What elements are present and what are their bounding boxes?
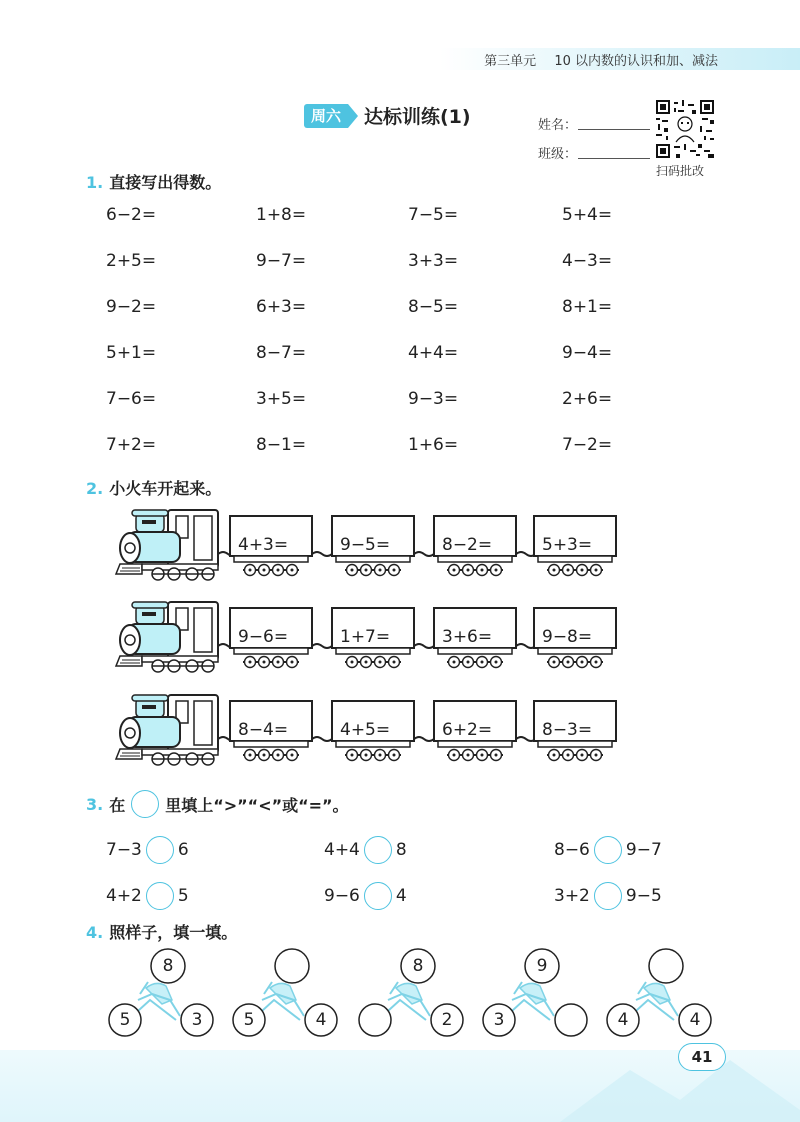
section1-title: 直接写出得数。: [109, 173, 222, 192]
bike-number-left: 4: [617, 1010, 629, 1030]
page-title: 达标训练(1): [364, 106, 471, 128]
equation: 1+6=: [408, 435, 459, 455]
equation: 7−6=: [106, 389, 157, 409]
train-car-equation: 4+5=: [340, 720, 391, 740]
section3-title-after: 里填上“>”“<”或“=”。: [165, 795, 349, 815]
comparison-right: 9−7: [625, 840, 662, 860]
name-label: 姓名：: [538, 118, 578, 133]
section1-number: 1.: [86, 173, 104, 192]
comparison-right: 9−5: [625, 886, 662, 906]
train-car-equation: 9−8=: [542, 627, 593, 647]
equation: 4−3=: [562, 251, 613, 271]
answer-circle[interactable]: [146, 882, 174, 910]
qr-caption: 扫码批改: [656, 164, 705, 178]
answer-circle[interactable]: [594, 836, 622, 864]
comparison-item: [106, 836, 189, 864]
comparison-item: [324, 836, 407, 864]
comparison-right: 5: [177, 886, 189, 906]
bike-number-right: 3: [191, 1010, 203, 1030]
equation: 9−4=: [562, 343, 613, 363]
train-car-equation: 9−6=: [238, 627, 289, 647]
equation: 9−3=: [408, 389, 459, 409]
train-car-equation: 8−2=: [442, 535, 493, 555]
class-label: 班级：: [538, 147, 578, 162]
section3-number: 3.: [86, 794, 104, 814]
section4-number: 4.: [86, 923, 104, 942]
bike-number-left: 5: [119, 1010, 131, 1030]
equation: 9−2=: [106, 297, 157, 317]
section2-number: 2.: [86, 479, 104, 498]
comparison-left: 4+4: [324, 840, 360, 860]
section3-heading: [86, 790, 349, 818]
comparison-item: [554, 882, 662, 910]
day-tag: 周六: [304, 104, 348, 128]
comparison-item: [554, 836, 662, 864]
bike-number-right: 2: [441, 1010, 453, 1030]
bike-number-right: 4: [315, 1010, 327, 1030]
answer-circle[interactable]: [146, 836, 174, 864]
equation: 7−5=: [408, 205, 459, 225]
example-circle-icon: [131, 790, 159, 818]
comparison-left: 3+2: [554, 886, 590, 906]
comparison-item: [106, 882, 189, 910]
page-number: 41: [678, 1043, 726, 1071]
equation: 5+4=: [562, 205, 613, 225]
bike-number-top: 9: [536, 956, 548, 976]
section4-title: 照样子，填一填。: [109, 923, 238, 942]
topic-label: 10 以内数的认识和加、减法: [554, 54, 718, 69]
train-car-equation: 3+6=: [442, 627, 493, 647]
section2-heading: [86, 476, 221, 499]
equation: 8+1=: [562, 297, 613, 317]
answer-circle[interactable]: [364, 882, 392, 910]
qr-code-icon[interactable]: [656, 100, 714, 158]
equation: 3+5=: [256, 389, 307, 409]
name-field[interactable]: [578, 128, 650, 130]
equation: 2+6=: [562, 389, 613, 409]
comparison-item: [324, 882, 407, 910]
train-car-equation: 8−3=: [542, 720, 593, 740]
comparison-right: 4: [395, 886, 407, 906]
train-car-equation: 5+3=: [542, 535, 593, 555]
section2-title: 小火车开起来。: [109, 479, 222, 498]
equation: 7+2=: [106, 435, 157, 455]
comparison-right: 8: [395, 840, 407, 860]
comparison-left: 7−3: [106, 840, 142, 860]
bike-number-left: 3: [493, 1010, 505, 1030]
class-field[interactable]: [578, 157, 650, 159]
equation: 4+4=: [408, 343, 459, 363]
equation: 3+3=: [408, 251, 459, 271]
comparison-left: 4+2: [106, 886, 142, 906]
train-car-equation: 6+2=: [442, 720, 493, 740]
comparison-right: 6: [177, 840, 189, 860]
unit-label: 第三单元: [484, 54, 537, 69]
equation: 8−5=: [408, 297, 459, 317]
equation: 2+5=: [106, 251, 157, 271]
bike-number-top: 8: [412, 956, 424, 976]
section1-heading: [86, 170, 221, 193]
bike-number-left: 5: [243, 1010, 255, 1030]
comparison-left: 8−6: [554, 840, 590, 860]
equation: 6+3=: [256, 297, 307, 317]
train-car-equation: 9−5=: [340, 535, 391, 555]
train-car-equation: 1+7=: [340, 627, 391, 647]
equation: 5+1=: [106, 343, 157, 363]
equation: 1+8=: [256, 205, 307, 225]
train-car-equation: 8−4=: [238, 720, 289, 740]
running-header: [470, 50, 718, 69]
equation: 7−2=: [562, 435, 613, 455]
equation: 9−7=: [256, 251, 307, 271]
equation: 8−1=: [256, 435, 307, 455]
answer-circle[interactable]: [364, 836, 392, 864]
train-car-equation: 4+3=: [238, 535, 289, 555]
section3-title-before: 在: [109, 795, 126, 815]
equation: 8−7=: [256, 343, 307, 363]
answer-circle[interactable]: [594, 882, 622, 910]
equation: 6−2=: [106, 205, 157, 225]
section4-heading: [86, 920, 237, 943]
comparison-left: 9−6: [324, 886, 360, 906]
bike-number-top: 8: [162, 956, 174, 976]
bike-number-right: 4: [689, 1010, 701, 1030]
